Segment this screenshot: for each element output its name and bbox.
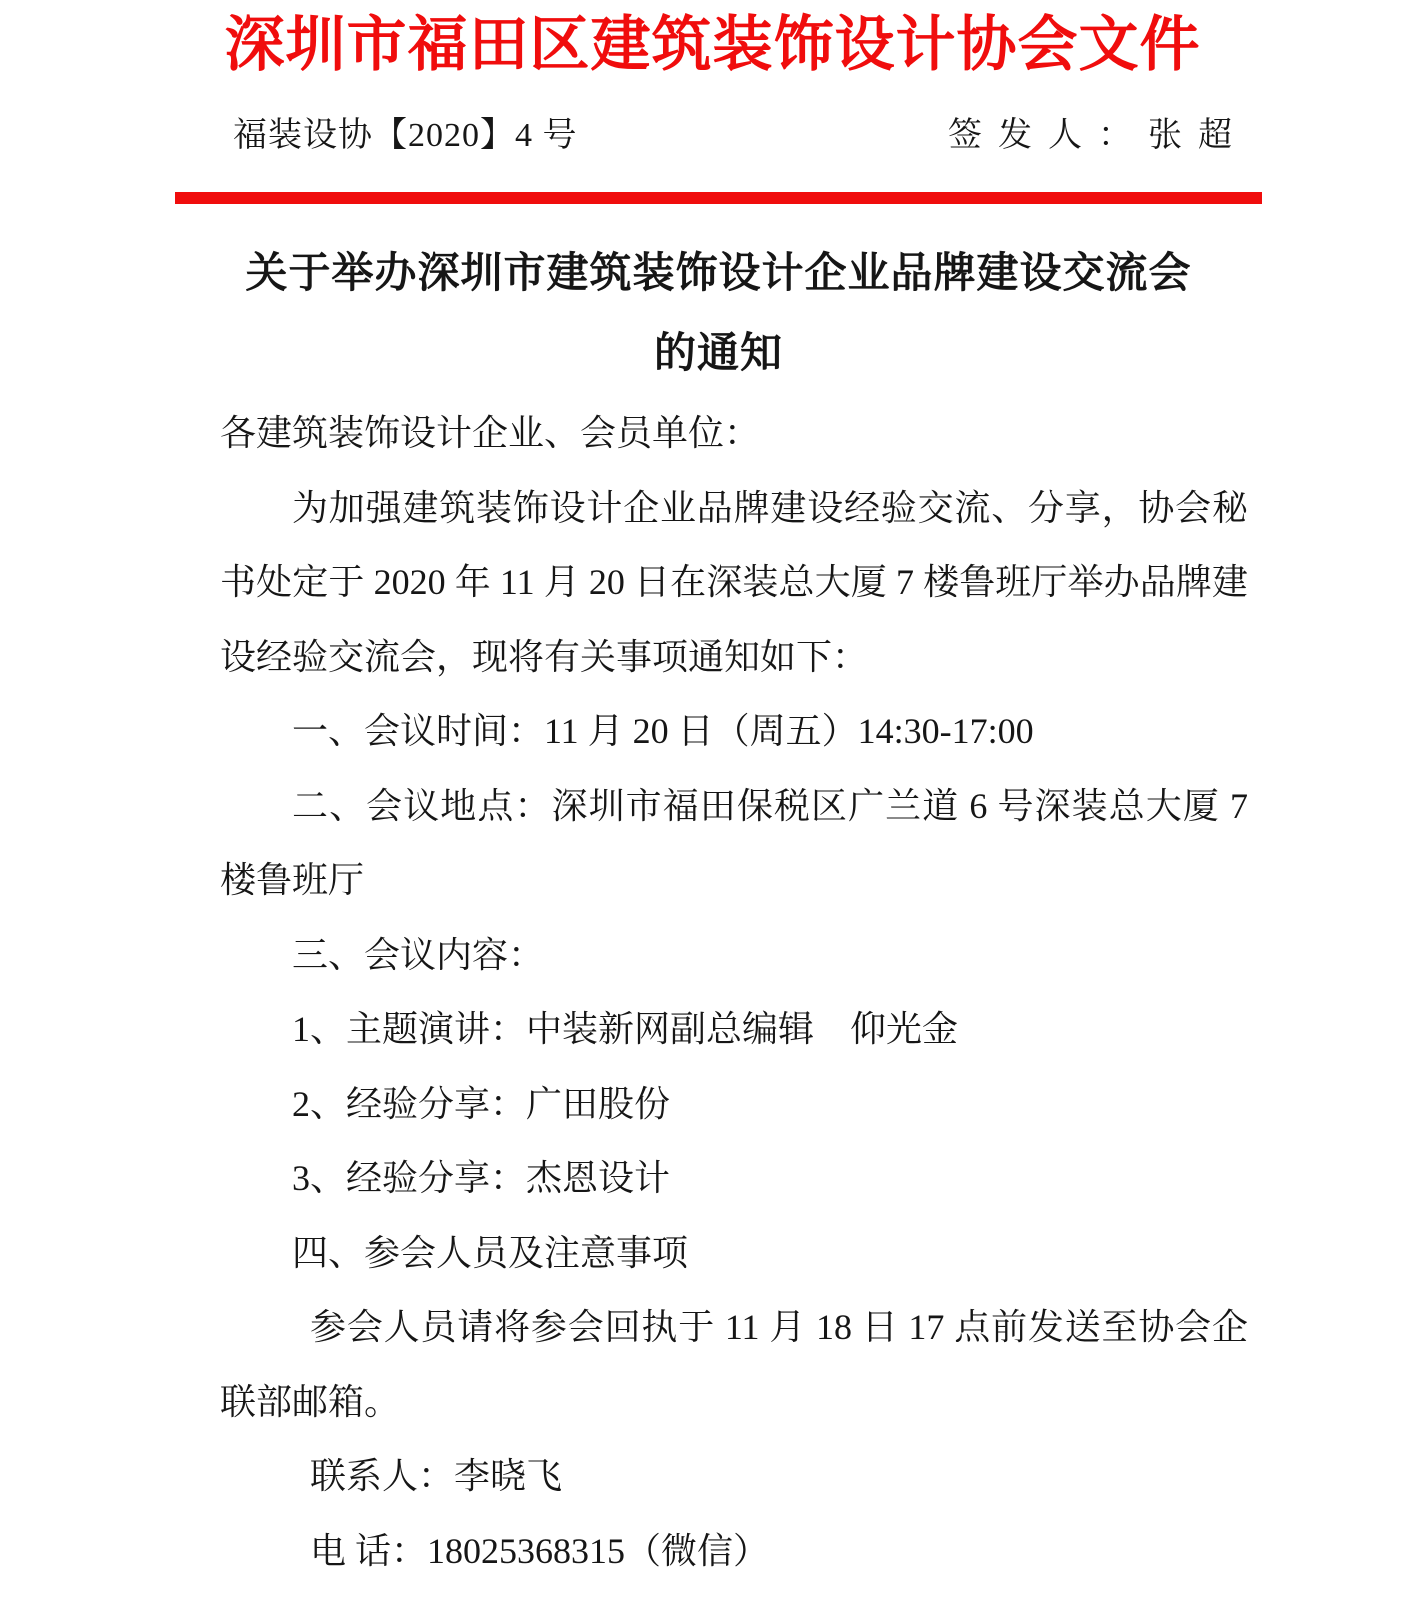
document-body [220,396,1248,1588]
agenda-item-1: 1、主题演讲：中装新网副总编辑 仰光金 [292,1009,959,1049]
attendees-note: 参会人员请将参会回执于 11 月 18 日 17 点前发送至协会企联部邮箱。 [220,1307,1248,1422]
document-title-line1: 关于举办深圳市建筑装饰设计企业品牌建设交流会 [245,251,1192,297]
issuer-name: 签发人：张超 [948,117,1248,154]
document-title-line2: 的通知 [653,331,783,377]
contact-person-line: 联系人：李晓飞 [310,1456,563,1496]
document-title [175,234,1262,394]
salutation: 各建筑装饰设计企业、会员单位： [220,413,761,453]
letterhead-org-title: 深圳市福田区建筑装饰设计协会文件 [224,12,1201,78]
meeting-content-heading: 三、会议内容： [292,934,545,975]
official-document-page [0,4,1425,1604]
agenda-item-3: 3、经验分享：杰恩设计 [292,1158,671,1198]
attendees-heading: 四、参会人员及注意事项 [292,1232,689,1273]
document-meta-row [175,114,1262,158]
agenda-item-2: 2、经验分享：广田股份 [292,1083,671,1124]
document-number: 福装设协【2020】4 号 [233,117,578,154]
contact-phone-line: 电 话：18025368315（微信） [310,1530,770,1571]
red-separator-line [175,192,1262,204]
meeting-time-line: 一、会议时间：11 月 20 日（周五）14:30-17:00 [292,711,1034,751]
intro-paragraph: 为加强建筑装饰设计企业品牌建设经验交流、分享，协会秘书处定于 2020 年 11 月 20 日在深装总大厦 7 楼鲁班厅举办品牌建设经验交流会，现将有关事项通知如下： [220,487,1248,677]
meeting-location-line: 二、会议地点：深圳市福田保税区广兰道 6 号深装总大厦 7 楼鲁班厅 [220,785,1248,900]
